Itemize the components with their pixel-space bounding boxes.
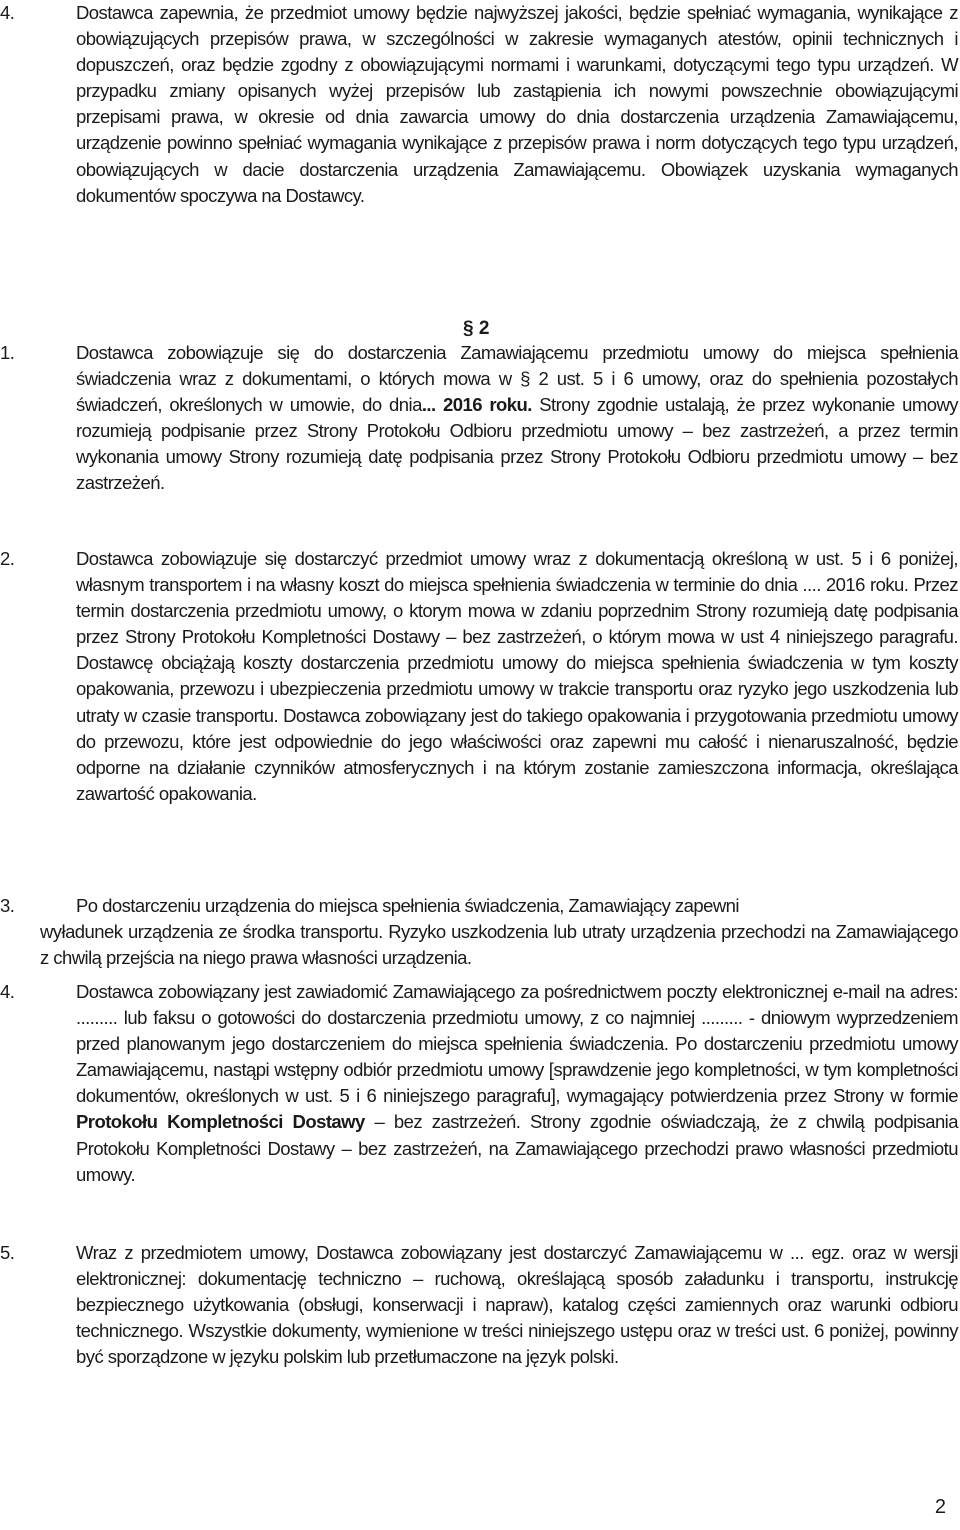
item-number: 1. — [0, 342, 15, 363]
protocol-name: Protokołu Kompletności Dostawy — [76, 1111, 365, 1133]
item-deadline: ... 2016 roku. — [421, 394, 532, 416]
item-text: Wraz z przedmiotem umowy, Dostawca zobowiązany jest dostarczyć Zamawiającemu w ... egz. oraz w wersji elektronicznej: dokumentację techniczno – ruchową, określającą sposób załadunku i transportu, instrukcję bezpiecznego użytkowania (obsługi, konserwacji i napraw), katalog części zamiennych oraz warunki odbioru technicznego. Wszystkie dokumenty, wymienione w treści niniejszego ustępu oraz w treści ust. 6 poniżej, powinny być sporządzone w języku polskim lub przetłumaczone na język polski. — [76, 1242, 958, 1368]
item-text: Dostawca zobowiązuje się dostarczyć przedmiot umowy wraz z dokumentacją określoną w ust. 5 i 6 poniżej, własnym transportem i na własny koszt do miejsca spełnienia świadczenia w terminie do dnia .... 2016 roku. Przez termin dostarczenia przedmiotu umowy, o ktorym mowa w zdaniu poprzednim Strony rozumieją datę podpisania przez Strony Protokołu Kompletności Dostawy – bez zastrzeżeń, o którym mowa w ust 4 niniejszego paragrafu. Dostawcę obciążają koszty dostarczenia przedmiotu umowy do miejsca spełnienia świadczenia w tym koszty opakowania, przewozu i ubezpieczenia przedmiotu umowy w trakcie transportu oraz ryzyko jego uszkodzenia lub utraty w czasie transportu. Dostawca zobowiązany jest do takiego opakowania i przygotowania przedmiotu umowy do przewozu, które jest odpowiednie do jego właściwości oraz zapewni mu całość i nienaruszalność, będzie odporne na działanie czynników atmosferycznych i na którym zostanie zamieszczona informacja, określająca zawartość opakowania. — [76, 548, 958, 804]
item-text — [76, 979, 958, 1188]
item-number: 2. — [0, 548, 15, 569]
item-number: 4. — [0, 981, 15, 1002]
item-text-first-line: Po dostarczeniu urządzenia do miejsca spełnienia świadczenia, Zamawiający zapewni — [76, 895, 739, 916]
item-number: 5. — [0, 1242, 15, 1263]
item-text-continuation: wyładunek urządzenia ze środka transportu. Ryzyko uszkodzenia lub utraty urządzenia przechodzi na Zamawiającego z chwilą przejścia na niego prawa własności urządzenia. — [40, 921, 958, 969]
item-text-part: Dostawca zobowiązuje się do dostarczenia Zamawiającemu przedmiotu umowy do miejsca spełnienia świadczenia wraz z dokumentami, o których mowa w § 2 ust. 5 i 6 umowy, oraz do spełnienia pozostałych świadczeń, określonych w umowie, do dnia — [76, 342, 958, 416]
item-text — [76, 340, 958, 497]
item-text: Dostawca zapewnia, że przedmiot umowy będzie najwyższej jakości, będzie spełniać wymagania, wynikające z obowiązujących przepisów prawa, w szczególności w zakresie wymaganych atestów, opinii technicznych i dopuszczeń, oraz będzie zgodny z obowiązującymi normami i warunkami, dotyczącymi tego typu urządzeń. W przypadku zmiany opisanych wyżej przepisów lub zastąpienia ich nowymi powszechnie obowiązującymi przepisami prawa, w okresie od dnia zawarcia umowy do dnia dostarczenia urządzenia Zamawiającemu, urządzenie powinno spełniać wymagania wynikające z przepisów prawa i norm dotyczących tego typu urządzeń, obowiązujących w dacie dostarczenia urządzenia Zamawiającemu. Obowiązek uzyskania wymaganych dokumentów spoczywa na Dostawcy. — [76, 2, 958, 206]
item-text-part: – bez zastrzeżeń. Strony zgodnie oświadczają, że z chwilą podpisania Protokołu Kompletności Dostawy – bez zastrzeżeń, na Zamawiającego przechodzi prawo własności przedmiotu umowy. — [76, 1111, 958, 1185]
section-title: § 2 — [463, 318, 490, 339]
item-text-part: Dostawca zobowiązany jest zawiadomić Zamawiającego za pośrednictwem poczty elektronicznej e-mail na adres: ......... lub faksu o gotowości do dostarczenia przedmiotu umowy, z co najmniej ......... - dniowym wyprzedzeniem przed planowanym jego dostarczeniem do miejsca spełnienia świadczenia. Po dostarczeniu przedmiotu umowy Zamawiającemu, nastąpi wstępny odbiór przedmiotu umowy [sprawdzenie jego kompletności, w tym kompletności dokumentów, określonych w ust. 5 i 6 niniejszego paragrafu], wymagający potwierdzenia przez Strony w formie — [76, 981, 958, 1107]
item-number: 4. — [0, 2, 15, 23]
item-text-part: Strony zgodnie ustalają, że przez wykonanie umowy rozumieją podpisanie przez Strony Protokołu Odbioru przedmiotu umowy – bez zastrzeżeń, a przez termin wykonania umowy Strony rozumieją datę podpisania przez Strony Protokołu Odbioru przedmiotu umowy – bez zastrzeżeń. — [76, 394, 959, 494]
page-number: 2 — [934, 1496, 946, 1518]
item-number: 3. — [0, 895, 15, 916]
